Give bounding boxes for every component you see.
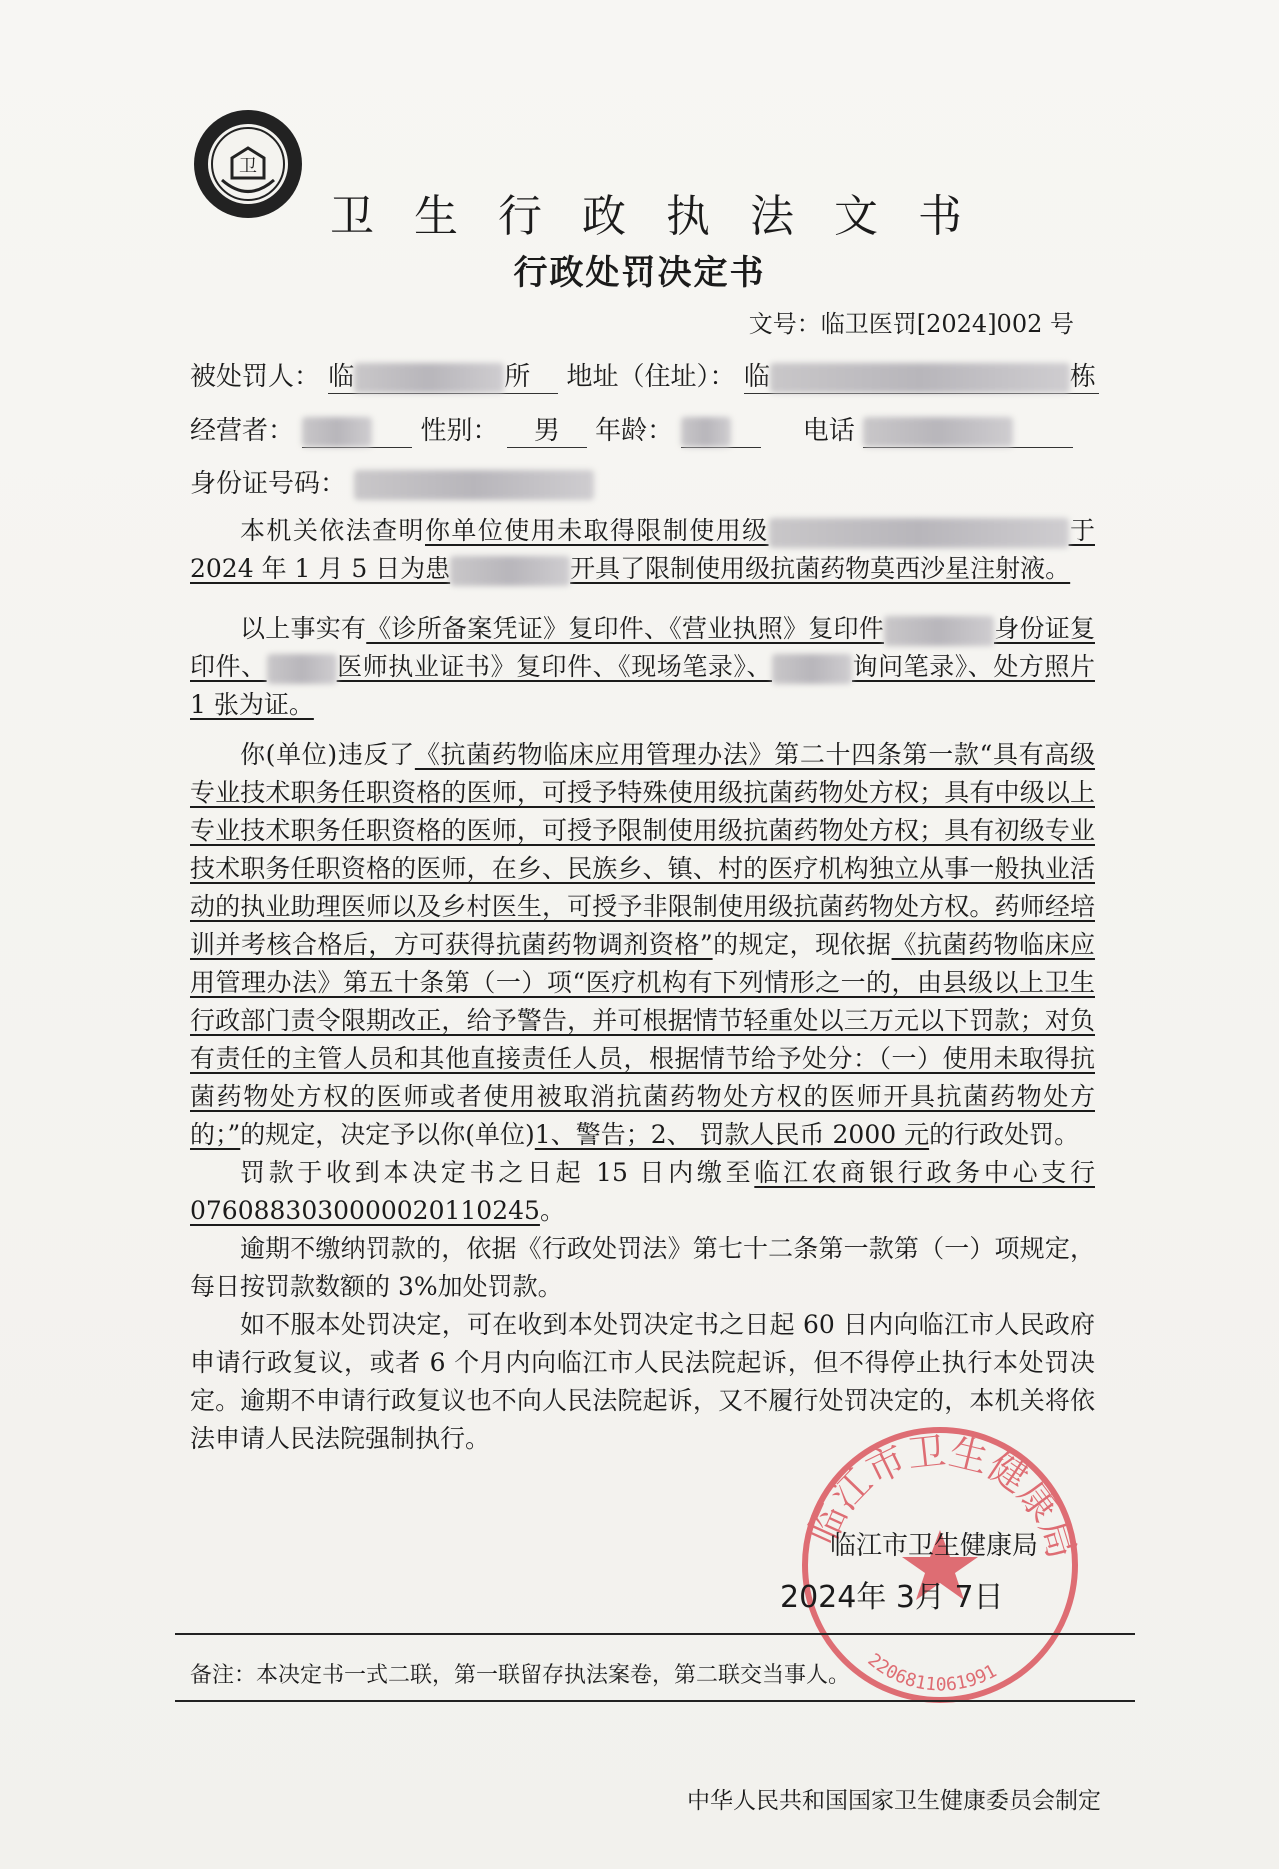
divider-bottom [175, 1700, 1135, 1702]
redaction-blur [302, 417, 372, 447]
party-label: 被处罚人： [190, 362, 321, 392]
redaction-blur [772, 654, 852, 684]
payment-paragraph: 罚款于收到本决定书之日起 15 日内缴至临江农商银行政务中心支行 0760883030000020110245。 [190, 1158, 1095, 1225]
divider-top [175, 1633, 1135, 1635]
party-name-field: 临 所 [328, 356, 558, 394]
id-row [190, 463, 594, 500]
redaction-blur [681, 417, 731, 447]
redaction-blur [769, 518, 1069, 548]
redaction-blur [354, 363, 504, 393]
redaction-blur [770, 363, 1070, 393]
facts-paragraph: 本机关依法查明你单位使用未取得限制使用级 于 2024 年 1 月 5 日为患 开具了限制使用级抗菌药物莫西沙星注射液。 [190, 512, 1095, 588]
document-number-label: 文号： [748, 310, 821, 338]
violation-paragraph: 你(单位)违反了《抗菌药物临床应用管理办法》第二十四条第一款“具有高级专业技术职务任职资格的医师，可授予特殊使用级抗菌药物处方权；具有中级以上专业技术职务任职资格的医师，可授予限制使用级抗菌药物处方权；具有初级专业技术职务任职资格的医师，在乡、民族乡、镇、村的医疗机构独立从事一般执业活动的执业助理医师以及乡村医生，可授予非限制使用级抗菌药物处方权。药师经培训并考核合格后，方可获得抗菌药物调剂资格”的规定，现依据《抗菌药物临床应用管理办法》第五十条第（一）项“医疗机构有下列情形之一的，由县级以上卫生行政部门责令限期改正，给予警告，并可根据情节轻重处以三万元以下罚款；对负有责任的主管人员和其他直接责任人员，根据情节给予处分：（一）使用未取得抗菌药物处方权的医师或者使用被取消抗菌药物处方权的医师开具抗菌药物处方的；”的规定，决定予以你(单位)1、警告；2、 罚款人民币 2000 元的行政处罚。 [190, 740, 1095, 1149]
appeal-paragraph: 如不服本处罚决定，可在收到本处罚决定书之日起 60 日内向临江市人民政府申请行政复议，或者 6 个月内向临江市人民法院起诉，但不得停止执行本处罚决定。逾期不申请行政复议也不向人民法院起诉，又不履行处罚决定的，本机关将依法申请人民法院强制执行。 [190, 1310, 1095, 1453]
id-number-label: 身份证号码： [190, 469, 347, 499]
issuing-agency: 临江市卫生健康局 [830, 1531, 1039, 1561]
health-inspection-emblem-icon [192, 108, 304, 220]
document-title: 行政处罚决定书 [513, 253, 766, 293]
phone-field [863, 416, 1073, 448]
decision-body [190, 512, 1095, 1458]
document-number [749, 304, 1074, 339]
handwritten-date: 2024年 3月 7日 [780, 1580, 1004, 1615]
redaction-blur [450, 556, 570, 586]
operator-row [190, 410, 1073, 448]
late-fee-paragraph: 逾期不缴纳罚款的，依据《行政处罚法》第七十二条第一款第（一）项规定，每日按罚款数额的 3%加处罚款。 [190, 1234, 1095, 1301]
phone-label: 电话 [802, 416, 855, 446]
party-row [190, 356, 1099, 394]
system-title: 卫生行政执法文书 [330, 191, 1002, 242]
gender-label: 性别： [420, 416, 499, 446]
age-field [681, 416, 761, 448]
redaction-blur [354, 470, 594, 500]
redaction-blur [863, 417, 1013, 447]
redaction-blur [267, 654, 337, 684]
form-issuer: 中华人民共和国国家卫生健康委员会制定 [687, 1788, 1101, 1814]
remarks: 备注：本决定书一式二联，第一联留存执法案卷，第二联交当事人。 [190, 1663, 851, 1688]
stamp-text: 临江市卫生健康局 [800, 1428, 1085, 1564]
evidence-paragraph: 以上事实有《诊所备案凭证》复印件、《营业执照》复印件 身份证复印件、 医师执业证书》复印件、《现场笔录》、 询问笔录》、处方照片 1 张为证。 [190, 614, 1095, 719]
operator-field [302, 416, 412, 448]
redaction-blur [884, 616, 994, 646]
document-number-value: 临卫医罚[2024]002 号 [820, 310, 1074, 338]
address-field: 临 栋 [744, 356, 1099, 394]
gender-field: 男 [507, 410, 587, 448]
age-label: 年龄： [595, 416, 674, 446]
operator-label: 经营者： [190, 416, 295, 446]
stamp-number: 2206811061991 [863, 1649, 1001, 1696]
address-label: 地址（住址）： [566, 362, 736, 392]
svg-text:卫: 卫 [239, 156, 257, 177]
